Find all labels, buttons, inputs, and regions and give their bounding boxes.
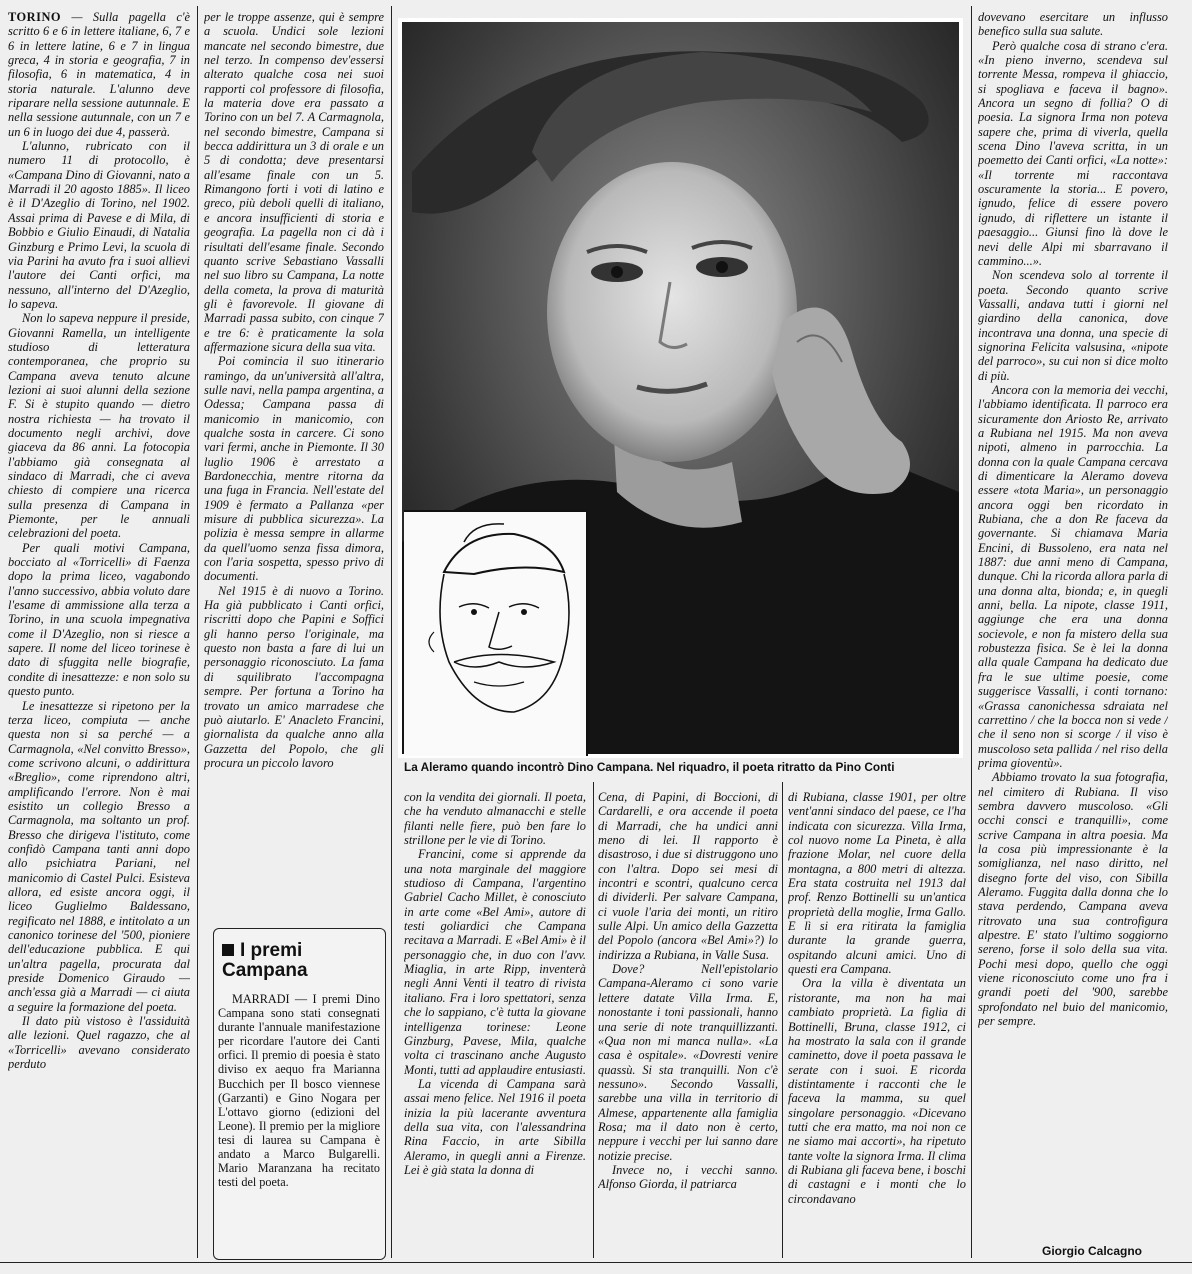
column-rule bbox=[593, 782, 594, 1258]
article-paragraph: per le troppe assenze, qui è sempre a scuola. Undici sole lezioni mancate nel secondo bimestre, due nel terzo. In compenso dev'essersi alterato qualche cosa nei suoi rapporti col professore di filosofia, la materia dove era passato a Torino con un bel 7. A Carmagnola, nel secondo bimestre, Campana si becca addirittura un 3 di orale e un 5 di condotta; deve presentarsi all'esame finale con un 5. Rimangono forti i voti di latino e greco, più deboli quelli di italiano, e ancora insufficienti di storia e geografia. La pagella non ci dà i risultati dell'esame finale. Secondo quanto scrive Sebastiano Vassalli nel suo libro su Campana, La notte della cometa, la prova di maturità gli è favorevole. Il giovane di Marradi passa subito, con cinque 7 e tre 6: è praticamente la sola affermazione sicura della sua vita. bbox=[204, 10, 384, 354]
sidebar-title: I premi Campana bbox=[222, 940, 308, 981]
column-rule bbox=[782, 782, 783, 1258]
article-paragraph: Nel 1915 è di nuovo a Torino. Ha già pubblicato i Canti orfici, riscritti dopo che Papini e Soffici gli hanno perso l'originale, ma questo non basta a fare di lui un personaggio riconosciuto. La fama di squilibrato l'accompagna sempre. Per fortuna a Torino ha trovato un amico marradese che può aiutarlo. E' Anacleto Francini, giornalista da qualche anno alla Gazzetta del Popolo, che gli procura un piccolo lavoro bbox=[204, 583, 384, 770]
bottom-rule bbox=[0, 1262, 1192, 1263]
column-rule bbox=[971, 6, 972, 1258]
sidebar-paragraph: MARRADI — I premi Dino Campana sono stati consegnati durante l'annuale manifestazione per ricordare l'autore dei Canti orfici. Il premio di poesia è stato diviso ex aequo fra Marianna Bucchich per Il bosco viennese (Garzanti) e Gino Nogara per L'ottavo giorno (edizioni del Leone). Il premio per la migliore tesi di laurea su Campana è andato a Marco Bulgarelli. Mario Maranzana ha recitato testi del poeta. bbox=[218, 992, 380, 1190]
article-paragraph: Ora la villa è diventata un ristorante, ma non ha mai cambiato proprietà. La figlia di Bottinelli, Bruna, classe 1912, ci ha mostrato la sala con il grande caminetto, dove il poeta passava le serate con i suoi. E ricorda distintamente i racconti che le faceva la mamma, su quel singolare personaggio. «Dicevano tutti che era matto, ma noi non ce ne siamo mai accorti», ha ripetuto tante volte la signora Irma. Il clima di Rubiana gli faceva bene, i boschi di castagni e i monti che lo circondavano bbox=[788, 976, 966, 1206]
article-paragraph: Le inesattezze si ripetono per la terza liceo, compiuta — anche questa non si sa perché — a Carmagnola, «Nel convitto Bresso», come scrivono alcuni, o addirittura «Breglio», come riprendono altri, amplificando l'errore. Non è mai esistito un collegio Bresso a Carmagnola, ma soltanto un prof. Bresso che dirigeva l'istituto, come confidò Campana tanti anni dopo allo psichiatra Pariani, nel manicomio di Castel Pulci. Esisteva allora, ed esiste ancora oggi, il liceo Guglielmo Baldessano, regificato nel 1888, e intitolato a un canonico torinese del '500, pioniere dell'educazione pubblica. E qui un'altra pagella, procurata dal preside Domenico Giraudo — anch'essa già a Marradi — ci aiuta a seguire la formazione del poeta. bbox=[8, 698, 190, 1014]
article-paragraph: con la vendita dei giornali. Il poeta, che ha venduto almanacchi e stelle filanti nelle fiere, può ben fare lo strillone per le vie di Torino. bbox=[404, 790, 586, 848]
article-paragraph: Non lo sapeva neppure il preside, Giovanni Ramella, un intelligente studioso di letteratura contemporanea, che proprio su Campana aveva tenuto alcune lezioni ai suoi alunni della sezione F. Si è stupito quando — dietro nostra richiesta — ha trovato il documento negli archivi, dove giaceva da 86 anni. La fotocopia l'abbiamo già consegnata al sindaco di Marradi, che ci aveva chiesto di compiere una ricerca sulla presenza di Campana in Piemonte, per le annuali celebrazioni del poeta. bbox=[8, 311, 190, 541]
portrait-sketch bbox=[404, 510, 588, 756]
article-column-5 bbox=[788, 790, 966, 1260]
article-column-6 bbox=[978, 10, 1168, 1242]
author-signature: Giorgio Calcagno bbox=[1042, 1244, 1143, 1258]
column-rule bbox=[197, 6, 198, 1258]
column-rule bbox=[391, 6, 392, 1258]
sidebar-body bbox=[218, 992, 380, 1189]
article-paragraph: dovevano esercitare un influsso benefico sulla sua salute. bbox=[978, 10, 1168, 39]
square-bullet-icon bbox=[222, 944, 234, 956]
article-paragraph: di Rubiana, classe 1901, per oltre vent'anni sindaco del paese, ce l'ha indicata con sicurezza. Villa Irma, col nuovo nome La Pineta, è alla frazione Molar, nel cuore della montagna, a 800 metri di altezza. Era stata costruita nel 1913 dal prof. Renzo Bottinelli su un'antica proprietà della moglie, Irma Gallo. E lì si era ritirata la famiglia durante la grande guerra, ospitando alcuni amici. Uno di questi era Campana. bbox=[788, 790, 966, 977]
dateline: TORINO bbox=[8, 10, 62, 24]
article-column-2 bbox=[204, 10, 384, 922]
article-column-1 bbox=[8, 10, 190, 1262]
article-paragraph: L'alunno, rubricato con il numero 11 di protocollo, è «Campana Dino di Giovanni, nato a Marradi il 20 agosto 1885». Il liceo è il D'Azeglio di Torino, nel 1902. Assai prima di Pavese e di Mila, di Bobbio e Giulio Einaudi, di Natalia Ginzburg e Primo Levi, la scuola di via Parini ha avuto fra i suoi allievi l'autore dei Canti orfici, ma nessuno, all'interno del D'Azeglio, lo sapeva. bbox=[8, 139, 190, 311]
article-paragraph: Abbiamo trovato la sua fotografia, nel cimitero di Rubiana. Il viso sembra davvero muscoloso. «Gli occhi consci e tranquilli», come scrive Campana in altra poesia. Ma la cosa più impressionante è la somiglianza, nel naso diritto, nel disegno forte del viso, con Sibilla Aleramo. Fuggita dalla donna che lo stava perdendo, Campana aveva ritrovato una sua controfigura alpestre. E' stato l'ultimo soggiorno sereno, forse il solo della sua vita. Pochi mesi dopo, quello che oggi viene riconosciuto come uno fra i grandi poeti del '900, sarebbe sprofondato nel buio del manicomio, per sempre. bbox=[978, 770, 1168, 1029]
article-column-4 bbox=[598, 790, 778, 1260]
article-paragraph: TORINO — Sulla pagella c'è scritto 6 e 6 in lettere italiane, 6, 7 e 6 in lettere latine, 6 e 7 in lingua greca, 4 in storia e geografia, 7 in filosofia, 6 in matematica, 4 in storia naturale. L'alunno deve riparare nella sessione autunnale. E nella sessione autunnale, con un 7 e un 6 in luogo dei due 4, passerà. bbox=[8, 10, 190, 139]
article-paragraph: Dove? Nell'epistolario Campana-Aleramo ci sono varie lettere datate Villa Irma. E, nonostante i toni passionali, hanno una serie di note tranquillizzanti. «Qua non mi manca nulla». «La casa è ospitale». «Dovresti venire quassù. Si sta tranquilli. Non c'è nessuno». Secondo Vassalli, sarebbe una villa in territorio di Almese, appartenente alla famiglia Rosa; ma il dato non è certo, neppure i vecchi per lui sanno dare notizie precise. bbox=[598, 962, 778, 1163]
article-paragraph: Per quali motivi Campana, bocciato al «Torricelli» di Faenza dopo la prima liceo, vagabondo l'anno successivo, abbia voluto dare l'esame di ammissione alla terza a Torino, in una scuola impegnativa come il D'Azeglio, non si riesce a sapere. Il nome del liceo torinese è dato di sfuggita nelle biografie, condite di inesattezze: e non solo su questo punto. bbox=[8, 540, 190, 699]
article-paragraph: Cena, di Papini, di Boccioni, di Cardarelli, e ora accende il poeta di Marradi, che ha undici anni meno di lei. Il rapporto è disastroso, i due si distruggono uno con l'altra. Dopo sei mesi di incontri e scontri, qualcuno cerca di dividerli. Per salvare Campana, ci vuole l'aria dei monti, un ritiro sulle Alpi. Un amico della Gazzetta del Popolo (ancora «Bel Ami»?) lo indirizza a Rubiana, in Valle Susa. bbox=[598, 790, 778, 962]
article-paragraph: Invece no, i vecchi sanno. Alfonso Giorda, il patriarca bbox=[598, 1162, 778, 1192]
article-paragraph: Non scendeva solo al torrente il poeta. Secondo quanto scrive Vassalli, andava tutti i giorni nel giardino della canonica, dove incontrava una donna, una specie di signorina Felicita valsusina, «nipote del parroco», su cui non si dice molto di più. bbox=[978, 268, 1168, 383]
article-paragraph: Ancora con la memoria dei vecchi, l'abbiamo identificata. Il parroco era sicuramente don Ariosto Re, arrivato a Rubiana nel 1915. Ma non aveva nipoti, almeno in parrocchia. La donna con la quale Campana cercava di dimenticare la Aleramo doveva essere «tota Maria», un personaggio ancora oggi ben ricordato in Rubiana, che a don Re faceva da governante. Si chiamava Maria Encini, di Bussoleno, era nata nel 1887: due anni meno di Campana, dunque. Chi la ricorda allora parla di una donna alta, bionda; e, in quegli anni, bella. La nipote, classe 1911, aggiunge che era una donna socievole, e non fa mistero della sua robustezza fisica. Se è lei la donna alla quale Campana ha dedicato due fra le sue ultime poesie, come suggerisce Vassalli, i conti tornano: «Grassa canonichessa sdraiata nel carrettino / che la bocca non si vede / che il seno non si scorge / il viso è muscoloso seta pallida / nel riso della prima gioventù». bbox=[978, 382, 1168, 770]
photo-caption: La Aleramo quando incontrò Dino Campana. Nel riquadro, il poeta ritratto da Pino Conti bbox=[404, 760, 895, 774]
article-paragraph: Però qualche cosa di strano c'era. «In pieno inverno, scendeva sul torrente Messa, rompeva il ghiaccio, si spogliava e faceva il bagno». Ancora un segno di follia? O di poesia. La signora Irma non poteva sapere che, prima di viverla, quella scena Dino l'aveva scritta, in un poemetto dei Canti orfici, «La notte»: «Il torrente mi raccontava oscuramente la storia... E povero, ignudo, felice di essere povero ignudo, di riflettere un istante il paesaggio... Giunsi fino là dove le nevi delle Alpi mi sbarravano il cammino...». bbox=[978, 38, 1168, 268]
article-column-3 bbox=[404, 790, 586, 1260]
article-paragraph: La vicenda di Campana sarà assai meno felice. Nel 1916 il poeta inizia la più lacerante avventura della sua vita, con l'alessandrina Rina Faccio, in arte Sibilla Aleramo, in quegli anni a Firenze. Lei è già stata la donna di bbox=[404, 1076, 586, 1177]
article-paragraph: Francini, come si apprende da una nota marginale del maggiore studioso di Campana, l'argentino Gabriel Cacho Millet, è conosciuto in arte come «Bel Ami», autore di testi goliardici che Campana recitava a Marradi. E «Bel Ami» è il personaggio che, in duo con l'avv. Miaglia, in arte Ripp, inventerà negli Anni Venti il teatro di rivista italiano. Fra i loro spettatori, senza che lo sappiano, c'è tutta la giovane intelligenza torinese: Leone Ginzburg, Pavese, Mila, qualche volta ci trascinano anche Augusto Monti, tutti ad applaudire entusiasti. bbox=[404, 847, 586, 1077]
article-paragraph: Poi comincia il suo itinerario ramingo, da un'università all'altra, sulle navi, nella pampa argentina, a Odessa; Campana passa di manicomio in manicomio, con qualche sosta in carcere. Ci sono vari fermi, anche in Piemonte. Il 30 luglio 1906 è arrestato a Bardonecchia, mentre ritorna da una fuga in Francia. Nell'estate del 1909 è fermato a Pallanza «per misure di pubblica sicurezza». La polizia è messa sempre in allarme da quell'uomo senza fissa dimora, con l'aria sospetta, spesso privo di documenti. bbox=[204, 354, 384, 584]
article-paragraph: Il dato più vistoso è l'assiduità alle lezioni. Quel ragazzo, che al «Torricelli» avevano considerato perduto bbox=[8, 1014, 190, 1072]
